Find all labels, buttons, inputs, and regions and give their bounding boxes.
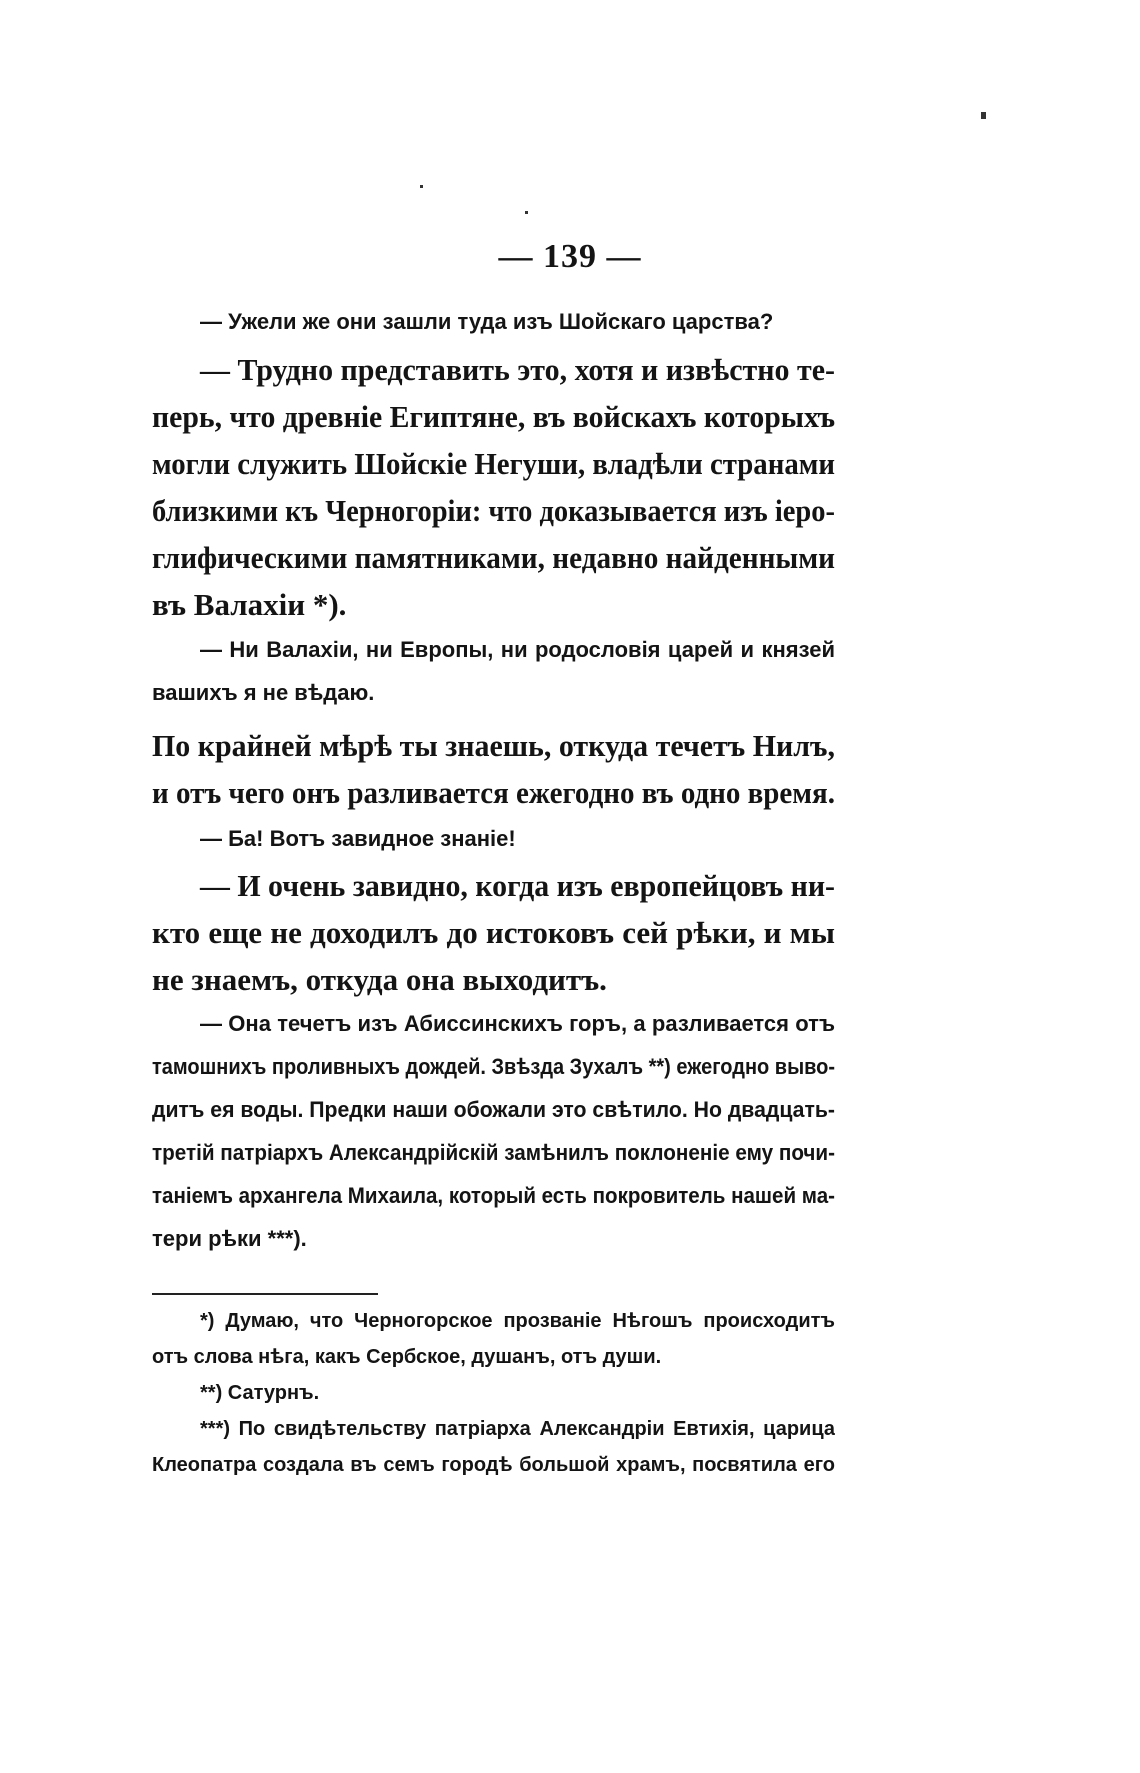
text-line: перь, что древніе Египтяне, въ войскахъ которыхъ bbox=[152, 399, 835, 434]
text-line: — Ба! Вотъ завидное знаніе! bbox=[200, 826, 516, 851]
dialogue-line-question bbox=[152, 300, 835, 343]
text-line: въ Валахіи *). bbox=[152, 587, 347, 622]
print-speck bbox=[420, 185, 423, 188]
text-line: — Ни Валахіи, ни Европы, ни родословія царей и князей bbox=[200, 637, 835, 662]
paragraph-sources bbox=[152, 862, 835, 1003]
text-line: кто еще не доходилъ до истоковъ сей рѣки, и мы bbox=[152, 915, 835, 950]
text-line: вашихъ я не вѣдаю. bbox=[152, 680, 375, 705]
text-line: третій патріархъ Александрійскій замѣнилъ поклоненіе ему почи- bbox=[152, 1140, 835, 1165]
text-line: и отъ чего онъ разливается ежегодно въ одно время. bbox=[152, 775, 835, 810]
text-line: таніемъ архангела Михаила, который есть покровитель нашей ма- bbox=[152, 1183, 835, 1208]
text-line: — Ужели же они зашли туда изъ Шойскаго царства? bbox=[200, 309, 774, 334]
footnote-1 bbox=[152, 1303, 835, 1375]
text-line: По крайней мѣрѣ ты знаешь, откуда течетъ Нилъ, bbox=[152, 728, 835, 763]
footnote-2 bbox=[152, 1375, 835, 1411]
page-number: — 139 — bbox=[498, 238, 642, 275]
text-line: тери рѣки ***). bbox=[152, 1226, 307, 1251]
text-line: — Трудно представить это, хотя и извѣстно те- bbox=[200, 352, 835, 387]
text-line: близкими къ Черногоріи: что доказывается изъ іеро- bbox=[152, 493, 835, 528]
footnote-line: *) Думаю, что Черногорское прозваніе Нѣгошъ происходитъ bbox=[200, 1310, 835, 1332]
text-line: могли служить Шойскіе Негуши, владѣли странами bbox=[152, 446, 835, 481]
text-line: дитъ ея воды. Предки наши обожали это свѣтило. Но двадцать- bbox=[152, 1097, 835, 1122]
text-line: глифическими памятниками, недавно найденными bbox=[152, 540, 835, 575]
footnote-divider bbox=[152, 1293, 378, 1295]
footnote-line: ***) По свидѣтельству патріарха Александріи Евтихія, царица bbox=[200, 1418, 835, 1440]
paragraph-egyptians bbox=[152, 346, 835, 628]
print-speck bbox=[981, 112, 986, 119]
text-line: тамошнихъ проливныхъ дождей. Звѣзда Зухалъ **) ежегодно выво- bbox=[152, 1054, 835, 1079]
dialogue-line-ba bbox=[152, 817, 835, 860]
text-line: — И очень завидно, когда изъ европейцовъ ни- bbox=[200, 868, 835, 903]
footnote-line: отъ слова нѣга, какъ Сербское, душанъ, отъ души. bbox=[152, 1346, 662, 1368]
text-line: — Она течетъ изъ Абиссинскихъ горъ, а разливается отъ bbox=[200, 1011, 835, 1036]
text-line: не знаемъ, откуда она выходитъ. bbox=[152, 962, 607, 997]
footnote-3 bbox=[152, 1411, 835, 1483]
footnote-line: **) Сатурнъ. bbox=[200, 1382, 320, 1404]
paragraph-nile bbox=[152, 722, 835, 816]
paragraph-wallachia-reply bbox=[152, 628, 835, 714]
paragraph-abyssinian bbox=[152, 1002, 835, 1260]
print-speck bbox=[525, 211, 528, 214]
footnote-line: Клеопатра создала въ семъ городѣ большой храмъ, посвятила его bbox=[152, 1454, 835, 1476]
